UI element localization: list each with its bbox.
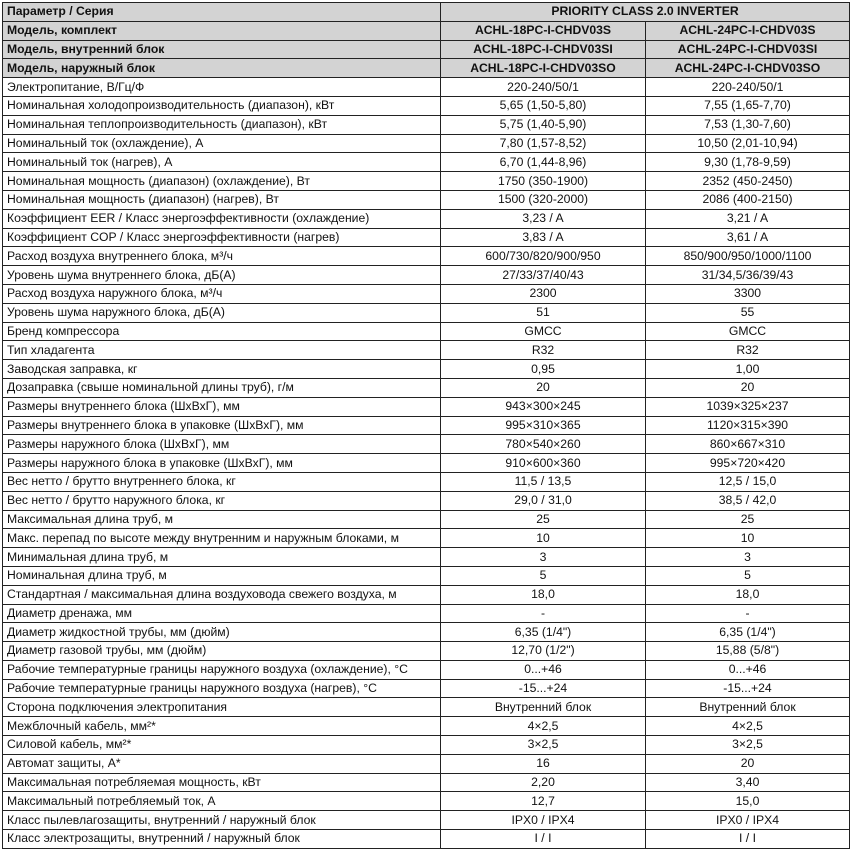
value-18: 1750 (350-1900): [441, 172, 646, 191]
param-label: Максимальная потребляемая мощность, кВт: [3, 773, 441, 792]
value-24: 995×720×420: [646, 454, 850, 473]
table-row: [3, 435, 850, 454]
value-18: GMCC: [441, 322, 646, 341]
table-row: [3, 773, 850, 792]
value-24: 15,88 (5/8"): [646, 642, 850, 661]
table-row: [3, 341, 850, 360]
value-18: 3×2,5: [441, 736, 646, 755]
value-24: 2086 (400-2150): [646, 190, 850, 209]
value-18: 10: [441, 529, 646, 548]
value-24: 3,21 / A: [646, 209, 850, 228]
param-label: Межблочный кабель, мм²*: [3, 717, 441, 736]
param-label: Номинальная холодопроизводительность (диапазон), кВт: [3, 96, 441, 115]
param-label: Диаметр жидкостной трубы, мм (дюйм): [3, 623, 441, 642]
value-18: 2,20: [441, 773, 646, 792]
table-row: [3, 416, 850, 435]
param-label: Номинальная мощность (диапазон) (нагрев), Вт: [3, 190, 441, 209]
value-24: 860×667×310: [646, 435, 850, 454]
value-18: 51: [441, 303, 646, 322]
param-label: Диаметр дренажа, мм: [3, 604, 441, 623]
value-24: 3,61 / A: [646, 228, 850, 247]
value-24: 3300: [646, 284, 850, 303]
table-row: [3, 397, 850, 416]
table-row: [3, 660, 850, 679]
param-label: Номинальная мощность (диапазон) (охлаждение), Вт: [3, 172, 441, 191]
table-row: [3, 717, 850, 736]
value-18: 3: [441, 548, 646, 567]
table-row: [3, 472, 850, 491]
value-24: -15...+24: [646, 679, 850, 698]
table-row: [3, 642, 850, 661]
param-label: Силовой кабель, мм²*: [3, 736, 441, 755]
table-row: [3, 378, 850, 397]
table-row: [3, 190, 850, 209]
value-24: -: [646, 604, 850, 623]
value-18: 1500 (320-2000): [441, 190, 646, 209]
param-label: Класс пылевлагозащиты, внутренний / наружный блок: [3, 811, 441, 830]
table-row: [3, 153, 850, 172]
value-18: I / I: [441, 830, 646, 849]
param-label: Диаметр газовой трубы, мм (дюйм): [3, 642, 441, 661]
value-24: 7,55 (1,65-7,70): [646, 96, 850, 115]
value-24: ACHL-24PC-I-CHDV03SI: [646, 40, 850, 59]
value-24: 3×2,5: [646, 736, 850, 755]
value-18: 4×2,5: [441, 717, 646, 736]
value-24: 20: [646, 754, 850, 773]
param-label: Номинальная теплопроизводительность (диапазон), кВт: [3, 115, 441, 134]
value-24: 0...+46: [646, 660, 850, 679]
value-18: 12,70 (1/2"): [441, 642, 646, 661]
table-row: [3, 792, 850, 811]
param-label: Размеры наружного блока в упаковке (ШхВхГ), мм: [3, 454, 441, 473]
table-row: [3, 266, 850, 285]
table-row: [3, 623, 850, 642]
value-24: 3,40: [646, 773, 850, 792]
value-18: 29,0 / 31,0: [441, 491, 646, 510]
value-18: 20: [441, 378, 646, 397]
spec-table: [2, 2, 850, 849]
param-label: Уровень шума внутреннего блока, дБ(А): [3, 266, 441, 285]
table-row: [3, 811, 850, 830]
param-label: Коэффициент COP / Класс энергоэффективности (нагрев): [3, 228, 441, 247]
param-series-header: Параметр / Серия: [3, 3, 441, 22]
param-label: Стандартная / максимальная длина воздуховода свежего воздуха, м: [3, 585, 441, 604]
table-row: [3, 322, 850, 341]
value-24: 18,0: [646, 585, 850, 604]
value-24: 20: [646, 378, 850, 397]
value-24: 6,35 (1/4"): [646, 623, 850, 642]
value-18: 780×540×260: [441, 435, 646, 454]
table-row: [3, 736, 850, 755]
value-24: 1,00: [646, 360, 850, 379]
table-row: [3, 172, 850, 191]
table-row: [3, 585, 850, 604]
param-label: Максимальный потребляемый ток, А: [3, 792, 441, 811]
param-label: Вес нетто / брутто наружного блока, кг: [3, 491, 441, 510]
value-18: 600/730/820/900/950: [441, 247, 646, 266]
value-18: 0...+46: [441, 660, 646, 679]
value-18: R32: [441, 341, 646, 360]
table-row: [3, 78, 850, 97]
value-24: 38,5 / 42,0: [646, 491, 850, 510]
param-label: Минимальная длина труб, м: [3, 548, 441, 567]
value-24: 1120×315×390: [646, 416, 850, 435]
value-18: ACHL-18PC-I-CHDV03S: [441, 21, 646, 40]
table-row: [3, 115, 850, 134]
table-row: [3, 284, 850, 303]
param-label: Модель, комплект: [3, 21, 441, 40]
table-row: [3, 548, 850, 567]
value-18: 7,80 (1,57-8,52): [441, 134, 646, 153]
table-row: [3, 830, 850, 849]
param-label: Рабочие температурные границы наружного воздуха (охлаждение), °С: [3, 660, 441, 679]
table-row: [3, 134, 850, 153]
value-24: 850/900/950/1000/1100: [646, 247, 850, 266]
param-label: Вес нетто / брутто внутреннего блока, кг: [3, 472, 441, 491]
param-label: Размеры внутреннего блока в упаковке (ШхВхГ), мм: [3, 416, 441, 435]
value-18: 2300: [441, 284, 646, 303]
value-18: -15...+24: [441, 679, 646, 698]
value-24: 5: [646, 566, 850, 585]
table-row: [3, 454, 850, 473]
value-18: -: [441, 604, 646, 623]
value-24: 220-240/50/1: [646, 78, 850, 97]
value-24: 7,53 (1,30-7,60): [646, 115, 850, 134]
table-row: [3, 510, 850, 529]
value-24: 1039×325×237: [646, 397, 850, 416]
value-18: Внутренний блок: [441, 698, 646, 717]
param-label: Заводская заправка, кг: [3, 360, 441, 379]
value-18: 6,70 (1,44-8,96): [441, 153, 646, 172]
model-header-row: [3, 21, 850, 40]
table-row: [3, 679, 850, 698]
table-row: [3, 303, 850, 322]
param-label: Тип хладагента: [3, 341, 441, 360]
value-18: IPX0 / IPX4: [441, 811, 646, 830]
value-24: Внутренний блок: [646, 698, 850, 717]
param-label: Номинальная длина труб, м: [3, 566, 441, 585]
value-18: 995×310×365: [441, 416, 646, 435]
series-name: PRIORITY CLASS 2.0 INVERTER: [441, 3, 850, 22]
value-24: 31/34,5/36/39/43: [646, 266, 850, 285]
param-label: Класс электрозащиты, внутренний / наружный блок: [3, 830, 441, 849]
table-row: [3, 491, 850, 510]
spec-table-body: [3, 3, 850, 849]
param-label: Уровень шума наружного блока, дБ(А): [3, 303, 441, 322]
param-label: Номинальный ток (нагрев), А: [3, 153, 441, 172]
param-label: Размеры наружного блока (ШхВхГ), мм: [3, 435, 441, 454]
value-18: 11,5 / 13,5: [441, 472, 646, 491]
value-24: 4×2,5: [646, 717, 850, 736]
param-label: Размеры внутреннего блока (ШхВхГ), мм: [3, 397, 441, 416]
value-18: 910×600×360: [441, 454, 646, 473]
param-label: Модель, наружный блок: [3, 59, 441, 78]
value-18: 5: [441, 566, 646, 585]
table-row: [3, 754, 850, 773]
value-24: 2352 (450-2450): [646, 172, 850, 191]
value-18: ACHL-18PC-I-CHDV03SI: [441, 40, 646, 59]
value-18: ACHL-18PC-I-CHDV03SO: [441, 59, 646, 78]
value-24: I / I: [646, 830, 850, 849]
value-24: ACHL-24PC-I-CHDV03S: [646, 21, 850, 40]
param-label: Модель, внутренний блок: [3, 40, 441, 59]
value-24: 25: [646, 510, 850, 529]
value-18: 12,7: [441, 792, 646, 811]
value-18: 18,0: [441, 585, 646, 604]
table-row: [3, 529, 850, 548]
param-label: Дозаправка (свыше номинальной длины труб), г/м: [3, 378, 441, 397]
value-24: IPX0 / IPX4: [646, 811, 850, 830]
param-label: Сторона подключения электропитания: [3, 698, 441, 717]
param-label: Коэффициент EER / Класс энергоэффективности (охлаждение): [3, 209, 441, 228]
value-24: ACHL-24PC-I-CHDV03SO: [646, 59, 850, 78]
table-row: [3, 247, 850, 266]
value-18: 25: [441, 510, 646, 529]
value-18: 220-240/50/1: [441, 78, 646, 97]
param-label: Автомат защиты, А*: [3, 754, 441, 773]
param-label: Максимальная длина труб, м: [3, 510, 441, 529]
value-18: 0,95: [441, 360, 646, 379]
value-24: 55: [646, 303, 850, 322]
value-18: 3,23 / A: [441, 209, 646, 228]
table-row: [3, 96, 850, 115]
value-24: 9,30 (1,78-9,59): [646, 153, 850, 172]
value-24: 10: [646, 529, 850, 548]
table-row: [3, 360, 850, 379]
value-18: 27/33/37/40/43: [441, 266, 646, 285]
model-header-row: [3, 40, 850, 59]
table-row: [3, 698, 850, 717]
value-24: GMCC: [646, 322, 850, 341]
table-row: [3, 228, 850, 247]
model-header-row: [3, 59, 850, 78]
value-18: 943×300×245: [441, 397, 646, 416]
param-label: Макс. перепад по высоте между внутренним и наружным блоками, м: [3, 529, 441, 548]
param-label: Номинальный ток (охлаждение), А: [3, 134, 441, 153]
value-24: 3: [646, 548, 850, 567]
value-18: 3,83 / A: [441, 228, 646, 247]
value-18: 16: [441, 754, 646, 773]
value-18: 5,75 (1,40-5,90): [441, 115, 646, 134]
param-label: Расход воздуха внутреннего блока, м³/ч: [3, 247, 441, 266]
param-label: Рабочие температурные границы наружного воздуха (нагрев), °С: [3, 679, 441, 698]
series-header-row: [3, 3, 850, 22]
value-18: 5,65 (1,50-5,80): [441, 96, 646, 115]
table-row: [3, 604, 850, 623]
value-24: R32: [646, 341, 850, 360]
value-24: 10,50 (2,01-10,94): [646, 134, 850, 153]
value-18: 6,35 (1/4"): [441, 623, 646, 642]
param-label: Бренд компрессора: [3, 322, 441, 341]
table-row: [3, 566, 850, 585]
param-label: Электропитание, В/Гц/Ф: [3, 78, 441, 97]
param-label: Расход воздуха наружного блока, м³/ч: [3, 284, 441, 303]
table-row: [3, 209, 850, 228]
value-24: 15,0: [646, 792, 850, 811]
value-24: 12,5 / 15,0: [646, 472, 850, 491]
